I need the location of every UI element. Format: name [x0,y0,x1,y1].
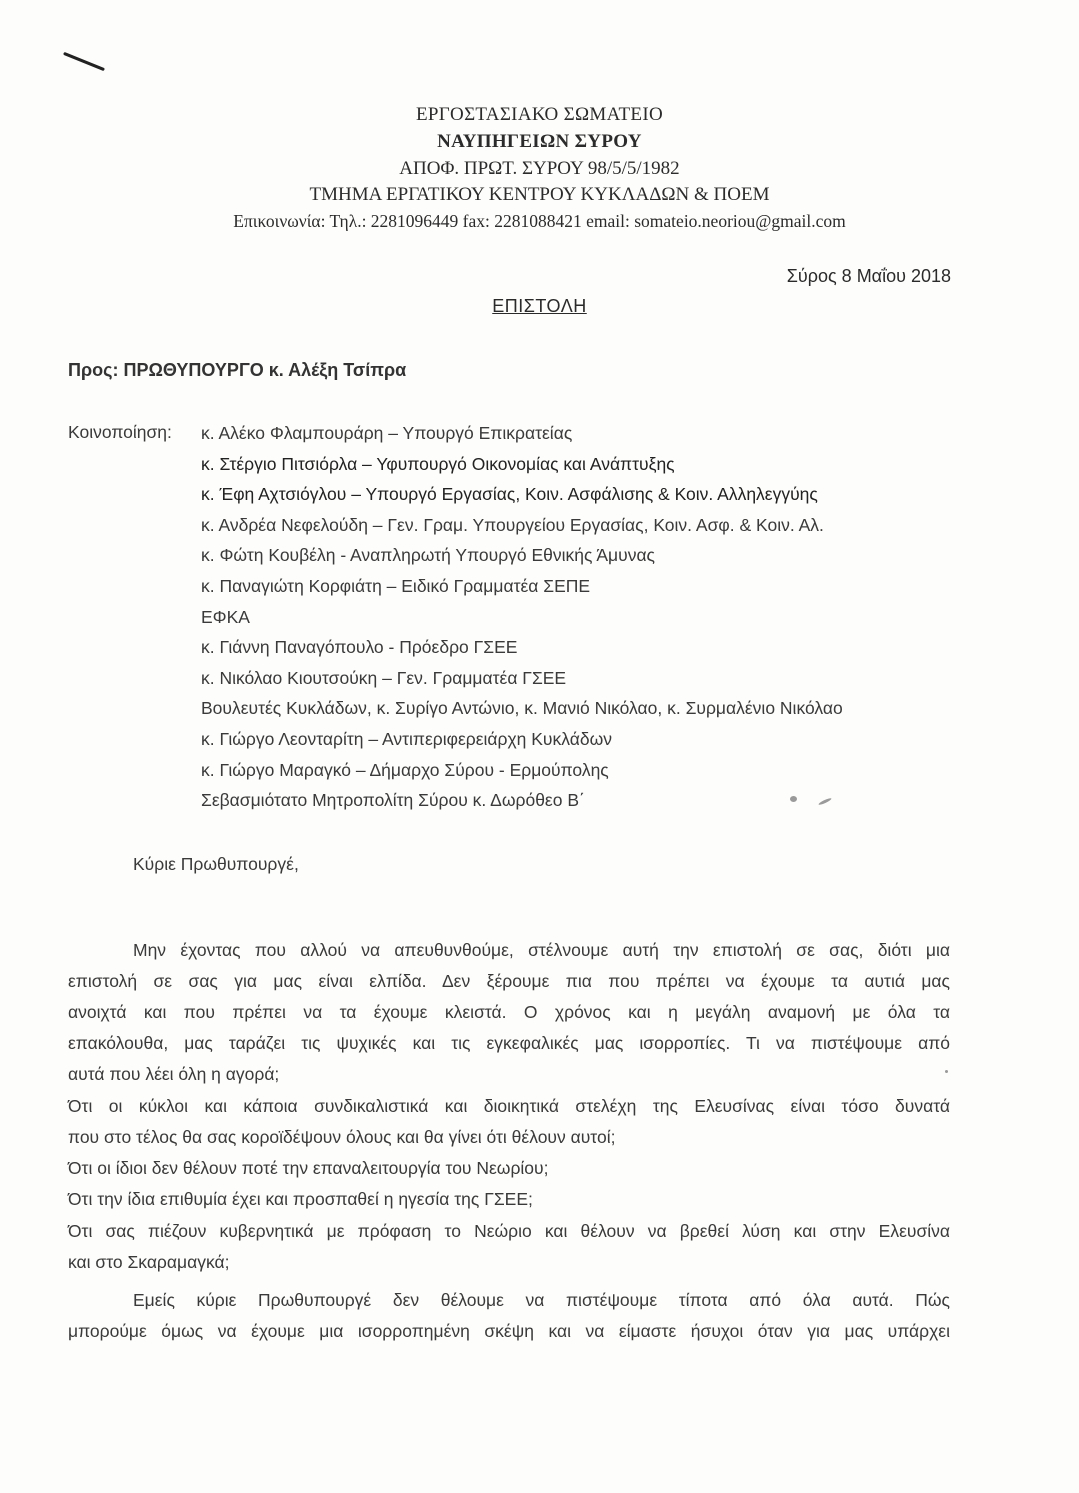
cc-item: κ. Νικόλαο Κιουτσούκη – Γεν. Γραμματέα ΓΣΕΕ [201,667,567,688]
cc-item: κ. Φώτη Κουβέλη - Αναπληρωτή Υπουργό Εθνικής Άμυνας [201,545,655,566]
pen-mark [63,52,105,71]
union-name: ΕΡΓΟΣΤΑΣΙΑΚΟ ΣΩΜΑΤΕΙΟ [415,104,663,125]
body-line: αυτά που λέει όλη η αγορά; [68,1064,280,1084]
body-line: Ότι την ίδια επιθυμία έχει και προσπαθεί η ηγεσία της ΓΣΕΕ; [68,1189,533,1209]
cc-list [201,422,843,820]
letter-date: Σύρος 8 Μαΐου 2018 [786,266,951,286]
body-line: Ότι σας πιέζουν κυβερνητικά με πρόφαση το Νεώριο και θέλουν να βρεθεί λύση και στην Ελευσίνα [68,1221,950,1241]
recipient: Προς: ΠΡΩΘΥΠΟΥΡΓΟ κ. Αλέξη Τσίπρα [68,360,407,380]
cc-label: Κοινοποίηση: [68,422,172,442]
cc-item: κ. Παναγιώτη Κορφιάτη – Ειδικό Γραμματέα ΣΕΠΕ [201,575,591,596]
body-line: μπορούμε όμως να έχουμε μια ισορροπημένη σκέψη και να είμαστε ήσυχοι όταν για μας υπάρχει [68,1321,950,1341]
cc-item: Σεβασμιότατο Μητροπολίτη Σύρου κ. Δωρόθεο Β΄ [201,790,585,811]
cc-item: κ. Στέργιο Πιτσιόρλα – Υφυπουργό Οικονομίας και Ανάπτυξης [201,453,675,474]
body-line: και στο Σκαραμαγκά; [68,1252,230,1272]
body-line: Ότι οι κύκλοι και κάποια συνδικαλιστικά και διοικητικά στελέχη της Ελευσίνας είναι τόσο δυνατά [68,1096,950,1116]
body-line: που στο τέλος θα σας κοροϊδέψουν όλους και θα γίνει ότι θέλουν αυτοί; [68,1127,616,1147]
affiliation: ΤΜΗΜΑ ΕΡΓΑΤΙΚΟΥ ΚΕΝΤΡΟΥ ΚΥΚΛΑΔΩΝ & ΠΟΕΜ [309,184,770,205]
body-line: επιστολή σε σας για μας είναι ελπίδα. Δεν ξέρουμε πια που πρέπει να έχουμε τα αυτιά μας [68,971,950,991]
cc-item: κ. Γιώργο Μαραγκό – Δήμαρχο Σύρου - Ερμούπολης [201,759,609,780]
registration-number: ΑΠΟΦ. ΠΡΩΤ. ΣΥΡΟΥ 98/5/5/1982 [399,158,680,179]
cc-item: κ. Έφη Αχτσιόγλου – Υπουργό Εργασίας, Κοιν. Ασφάλισης & Κοιν. Αλληλεγγύης [201,484,818,505]
salutation: Κύριε Πρωθυπουργέ, [133,854,299,874]
body-line: Ότι οι ίδιοι δεν θέλουν ποτέ την επαναλειτουργία του Νεωρίου; [68,1158,549,1178]
contact-info: Επικοινωνία: Τηλ.: 2281096449 fax: 2281088421 email: somateio.neoriou@gmail.com [233,211,846,231]
body-line: Εμείς κύριε Πρωθυπουργέ δεν θέλουμε να πιστέψουμε τίποτα από όλα αυτά. Πώς [133,1290,950,1310]
cc-item: Βουλευτές Κυκλάδων, κ. Συρίγο Αντώνιο, κ. Μανιό Νικόλαο, κ. Συρμαλένιο Νικόλαο [201,698,843,719]
cc-item: ΕΦΚΑ [201,606,250,627]
body-line: Μην έχοντας που αλλού να απευθυνθούμε, στέλνουμε αυτή την επιστολή σε σας, διότι μια [133,940,950,960]
body-line: ανοιχτά και που πρέπει να τα έχουμε κλειστά. Ο χρόνος και η μεγάλη αναμονή με όλα τα [68,1002,950,1022]
letter-subject: ΕΠΙΣΤΟΛΗ [492,296,587,316]
body-line: επακόλουθα, μας ταράζει τις ψυχικές και τις εγκεφαλικές μας ισορροπίες. Τι να πιστέψουμε από [68,1033,950,1053]
cc-item: κ. Γιώργο Λεονταρίτη – Αντιπεριφερειάρχη Κυκλάδων [201,728,613,749]
cc-item: κ. Γιάννη Παναγόπουλο - Πρόεδρο ΓΣΕΕ [201,637,518,658]
shipyard-name: ΝΑΥΠΗΓΕΙΩΝ ΣΥΡΟΥ [437,131,642,152]
cc-item: κ. Ανδρέα Νεφελούδη – Γεν. Γραμ. Υπουργείου Εργασίας, Κοιν. Ασφ. & Κοιν. Αλ. [201,514,824,535]
cc-item: κ. Αλέκο Φλαμπουράρη – Υπουργό Επικρατείας [201,423,573,443]
